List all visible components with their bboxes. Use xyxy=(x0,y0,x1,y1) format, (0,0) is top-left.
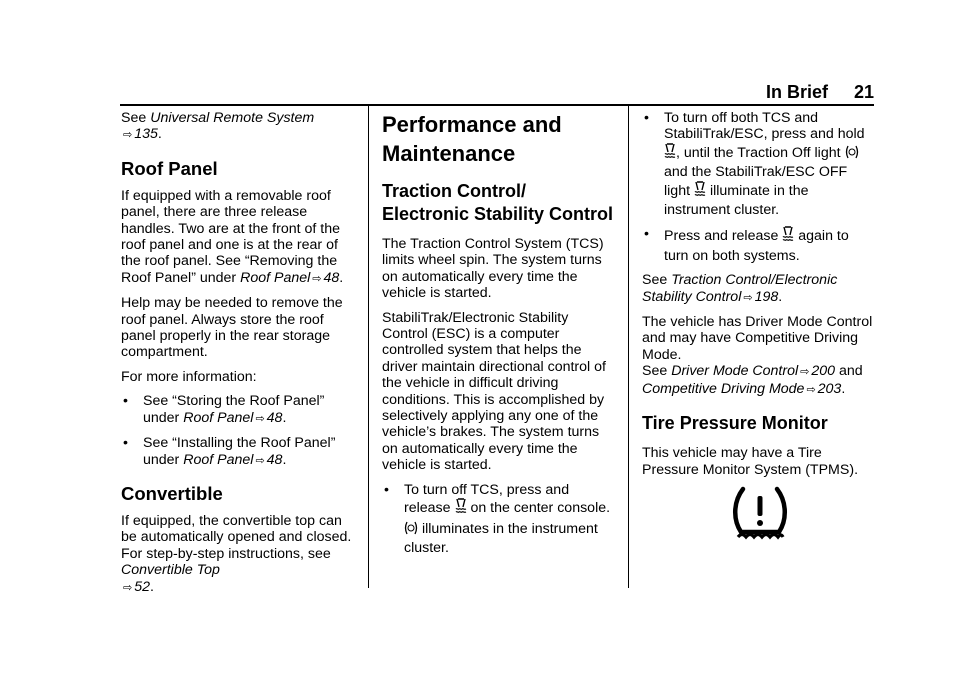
bullet-installing-roof-panel: • See “Installing the Roof Panel” under Roof Panel ⇨ 48. xyxy=(123,435,336,468)
traction-control-button-icon xyxy=(782,226,794,247)
roof-panel-help-paragraph: Help may be needed to remove the roof panel. Always store the roof panel properly in the rear storage compartment. xyxy=(121,295,343,361)
page-ref-arrow-icon: ⇨ xyxy=(255,454,265,467)
roof-panel-heading: Roof Panel xyxy=(121,157,218,179)
page-ref-arrow-icon: ⇨ xyxy=(806,383,816,396)
see-universal-remote: See Universal Remote System ⇨ 135. xyxy=(121,110,315,143)
see-traction-control: See Traction Control/Electronic Stability Control ⇨ 198. xyxy=(642,272,838,305)
column-2 xyxy=(382,110,617,564)
bullet-icon: • xyxy=(644,226,649,243)
universal-remote-link[interactable]: Universal Remote System xyxy=(150,110,315,126)
page-ref-48[interactable]: 48 xyxy=(266,409,283,426)
column-divider-1 xyxy=(368,106,369,588)
traction-control-button-icon xyxy=(664,143,676,164)
page-number: 21 xyxy=(853,82,874,102)
column-3 xyxy=(642,110,877,486)
bullet-icon: • xyxy=(384,481,389,498)
running-header xyxy=(766,82,874,103)
competitive-driving-mode-link[interactable]: Competitive Driving Mode xyxy=(642,380,805,397)
bullet-icon: • xyxy=(644,110,649,126)
roof-panel-paragraph: If equipped with a removable roof panel, there are three release handles. Two are at the front of the roof panel and one is at the rear of the roof panel. See “Removing the Roof Panel” under Roof Panel ⇨ 48. xyxy=(121,187,344,286)
driver-mode-paragraph: The vehicle has Driver Mode Control and may have Competitive Driving Mode. See Driver Mode Control ⇨ 200 and Competitive Driving Mode ⇨ 203. xyxy=(642,314,873,397)
page-ref-arrow-icon: ⇨ xyxy=(123,581,133,594)
page-ref-52[interactable]: 52 xyxy=(134,578,150,595)
bullet-turn-on-both: • Press and release again to turn on both systems. xyxy=(644,226,849,264)
tire-pressure-warning-icon xyxy=(732,486,788,540)
section-title: In Brief xyxy=(765,82,828,102)
roof-panel-link[interactable]: Roof Panel xyxy=(183,409,254,426)
page-ref-200[interactable]: 200 xyxy=(811,363,836,380)
driver-mode-control-link[interactable]: Driver Mode Control xyxy=(671,363,799,380)
traction-control-link[interactable]: Traction Control/Electronic Stability Control xyxy=(642,272,838,305)
page-ref-arrow-icon: ⇨ xyxy=(800,366,810,379)
convertible-paragraph: If equipped, the convertible top can be automatically opened and closed. For step-by-step instructions, see Convertible Top ⇨ 52. xyxy=(121,512,352,595)
tcs-paragraph: The Traction Control System (TCS) limits wheel spin. The system turns on automatically every time the vehicle is started. xyxy=(382,236,604,302)
page-ref-arrow-icon: ⇨ xyxy=(123,129,133,142)
roof-panel-link[interactable]: Roof Panel xyxy=(183,451,254,468)
bullet-icon: • xyxy=(123,435,128,452)
page-ref-203[interactable]: 203 xyxy=(817,380,842,397)
column-1 xyxy=(121,110,356,604)
header-rule xyxy=(120,104,874,106)
performance-maintenance-heading: Performance and Maintenance xyxy=(382,112,562,166)
page-ref-48[interactable]: 48 xyxy=(266,451,283,468)
column-divider-2 xyxy=(628,106,629,588)
tire-pressure-heading: Tire Pressure Monitor xyxy=(642,413,828,434)
bullet-turn-off-both: • To turn off both TCS and StabiliTrak/ESC, press and hold , until the Traction Off light and the StabiliTrak/ESC OFF light illuminate in the instrument cluster. xyxy=(644,110,865,219)
traction-control-button-icon xyxy=(455,498,467,519)
tire-pressure-paragraph: This vehicle may have a Tire Pressure Monitor System (TPMS). xyxy=(642,445,859,478)
page-ref-arrow-icon: ⇨ xyxy=(255,412,265,425)
page-ref-135[interactable]: 135 xyxy=(134,126,158,143)
more-info-label: For more information: xyxy=(121,368,257,385)
esc-paragraph: StabiliTrak/Electronic Stability Control (ESC) is a computer controlled system that helps the driver maintain directional control of the vehicle in difficult driving conditions. This is accomplished by selectively applying any one of the vehicle’s brakes. The system turns on automatically every time the vehicle is started. xyxy=(382,309,606,474)
page-ref-48[interactable]: 48 xyxy=(323,269,340,286)
convertible-heading: Convertible xyxy=(121,482,223,504)
traction-off-light-icon xyxy=(845,144,859,164)
page-ref-arrow-icon: ⇨ xyxy=(743,291,753,304)
bullet-turn-off-tcs: • To turn off TCS, press and release on the center console. illuminates in the instrument cluster. xyxy=(384,481,611,556)
convertible-top-link[interactable]: Convertible Top xyxy=(121,562,220,579)
traction-off-light-icon xyxy=(404,520,418,540)
bullet-storing-roof-panel: • See “Storing the Roof Panel” under Roof Panel ⇨ 48. xyxy=(123,393,325,426)
stabilitrak-off-light-icon xyxy=(694,181,706,202)
page-ref-arrow-icon: ⇨ xyxy=(312,272,322,285)
roof-panel-link[interactable]: Roof Panel xyxy=(240,269,311,286)
page-ref-198[interactable]: 198 xyxy=(754,288,779,305)
bullet-icon: • xyxy=(123,393,128,410)
traction-control-heading: Traction Control/ Electronic Stability Control xyxy=(382,181,614,224)
